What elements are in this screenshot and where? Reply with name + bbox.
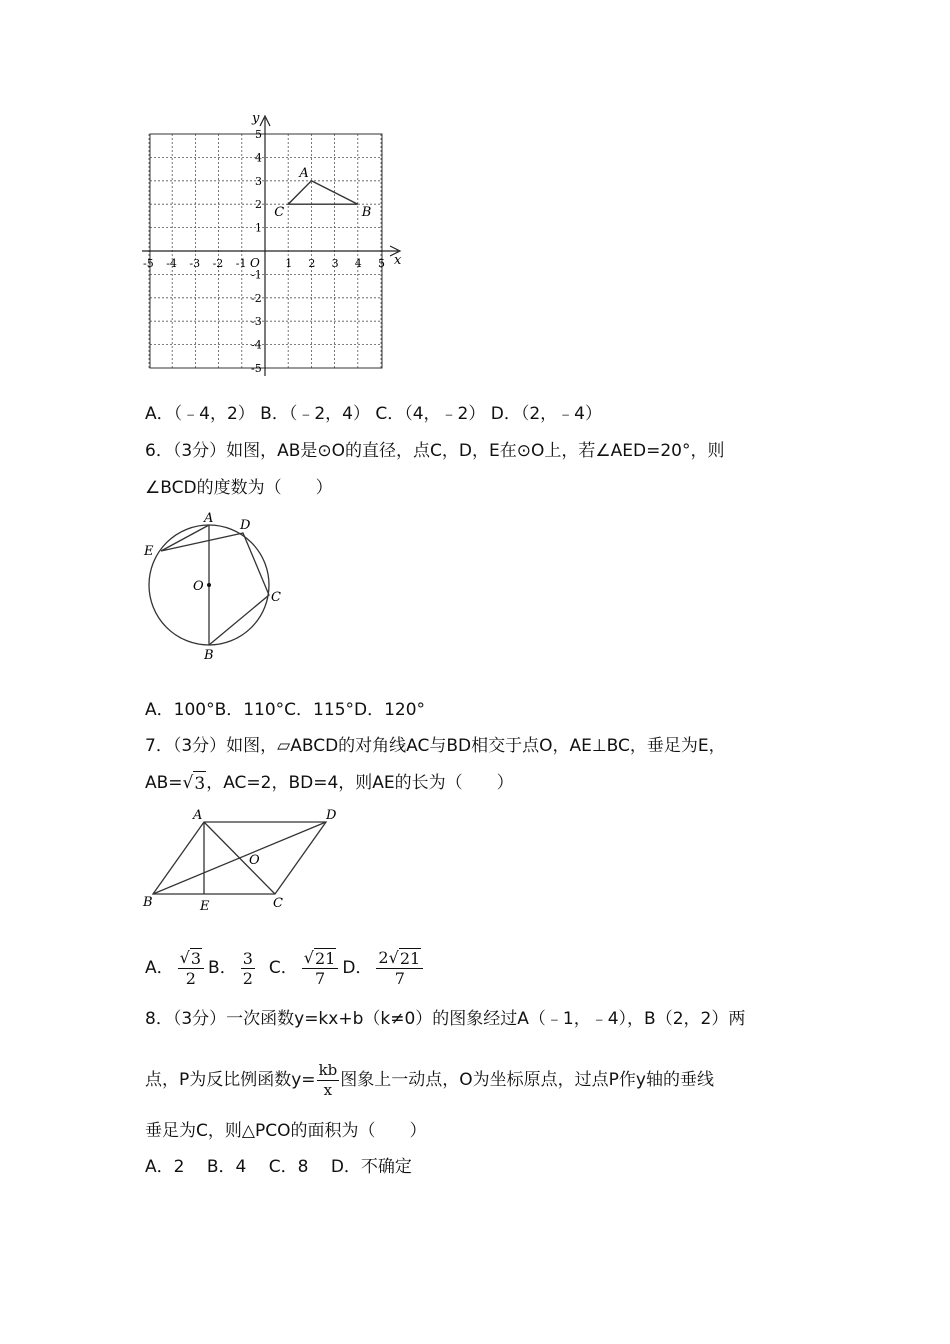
x-tick-label: -3: [189, 257, 201, 270]
coordinate-grid-figure: [140, 108, 415, 380]
q8-stem-line1: 8．（3分）一次函数y=kx+b（k≠0）的图象经过A（﹣1，﹣4），B（2，2）两: [145, 1009, 746, 1029]
label-b: B: [143, 895, 153, 910]
label-c: C: [271, 590, 281, 605]
origin-label: O: [250, 256, 260, 270]
pentagon-edges: [161, 525, 269, 645]
x-tick-label: 1: [285, 257, 293, 270]
x-tick-label: 3: [331, 257, 339, 270]
x-tick-label: 4: [354, 257, 362, 270]
label-o: O: [193, 579, 204, 594]
q7-option-b-value: $\frac{3}{2}$: [242, 948, 253, 988]
y-tick-label: -3: [251, 315, 262, 329]
triangle-point-labels: [274, 166, 371, 220]
q7-stem-rest: ，AC=2，BD=4，则AE的长为（ ）: [206, 773, 514, 793]
point-label-a: A: [299, 165, 309, 181]
point-label-c: C: [274, 205, 285, 221]
label-e: E: [144, 544, 154, 559]
x-tick-label: 5: [378, 257, 385, 270]
q6-circle-figure: [138, 508, 288, 663]
q6-stem-line2: ∠BCD的度数为（ ）: [145, 478, 333, 498]
label-c: C: [273, 896, 283, 911]
x-tick-label: -1: [235, 257, 247, 270]
q7-option-a-label: A．: [145, 958, 174, 978]
y-tick-label: 5: [255, 128, 262, 141]
q7-stem-line2: [145, 771, 514, 796]
center-dot: [207, 583, 211, 587]
y-tick-label: -2: [251, 291, 262, 305]
label-b: B: [204, 648, 214, 663]
x-axis-label: x: [394, 253, 402, 268]
q8-stem-line2: [145, 1058, 714, 1102]
q7-option-d-label: D．: [342, 958, 373, 978]
q7-option-c-label: C．: [268, 958, 298, 978]
sqrt-3: √ 3: [182, 773, 206, 794]
triangle-abc: [288, 181, 358, 204]
point-label-b: B: [361, 205, 372, 221]
label-e: E: [200, 899, 210, 914]
y-tick-label: 3: [255, 174, 262, 188]
q8-stem-line2-post: 图象上一动点，O为坐标原点，过点P作y轴的垂线: [340, 1070, 714, 1090]
x-tick-label: -2: [212, 257, 224, 270]
q8-stem-line3: 垂足为C，则△PCO的面积为（ ）: [145, 1121, 427, 1141]
y-tick-label: -1: [251, 268, 262, 282]
label-d: D: [240, 518, 251, 533]
y-tick-label: 2: [255, 198, 262, 212]
q7-option-b-label: B．: [208, 958, 237, 978]
q7-option-c-value: √ 21 7: [302, 948, 339, 988]
q7-option-d-value: 2 √ 21 7: [376, 948, 423, 988]
y-tick-label: 4: [255, 151, 262, 165]
label-o: O: [249, 853, 260, 868]
q7-ab-prefix: AB=: [145, 773, 183, 793]
y-axis-label: y: [252, 111, 260, 126]
x-tick-labels: [143, 257, 385, 270]
q8-options: A．2 B．4 C．8 D．不确定: [145, 1157, 412, 1177]
q7-stem-line1: 7．（3分）如图，▱ABCD的对角线AC与BD相交于点O，AE⊥BC，垂足为E，: [145, 736, 726, 756]
y-tick-label: -5: [251, 362, 262, 375]
q8-stem-line2-pre: 点，P为反比例函数y=: [145, 1070, 316, 1090]
y-tick-label: -4: [251, 338, 262, 352]
x-tick-label: -5: [143, 257, 154, 270]
q6-stem-line1: 6．（3分）如图，AB是⊙O的直径，点C，D，E在⊙O上，若∠AED=20°，则: [145, 441, 725, 461]
q7-options: [145, 946, 427, 990]
q8-fraction-kb-over-x: $\frac{kb}{x}$: [318, 1060, 338, 1099]
q7-option-a-value: √ 3 2: [178, 948, 204, 988]
x-tick-label: -4: [166, 257, 177, 270]
label-a: A: [193, 808, 203, 823]
q7-parallelogram-figure: [138, 802, 348, 914]
x-tick-label: 2: [308, 257, 316, 270]
label-a: A: [204, 511, 214, 526]
q5-options: A．（﹣4，2） B．（﹣2，4） C．（4，﹣2） D．（2，﹣4）: [145, 404, 602, 424]
q6-options: A．100°B．110°C．115°D．120°: [145, 700, 426, 720]
label-d: D: [326, 808, 337, 823]
y-tick-label: 1: [255, 221, 262, 235]
